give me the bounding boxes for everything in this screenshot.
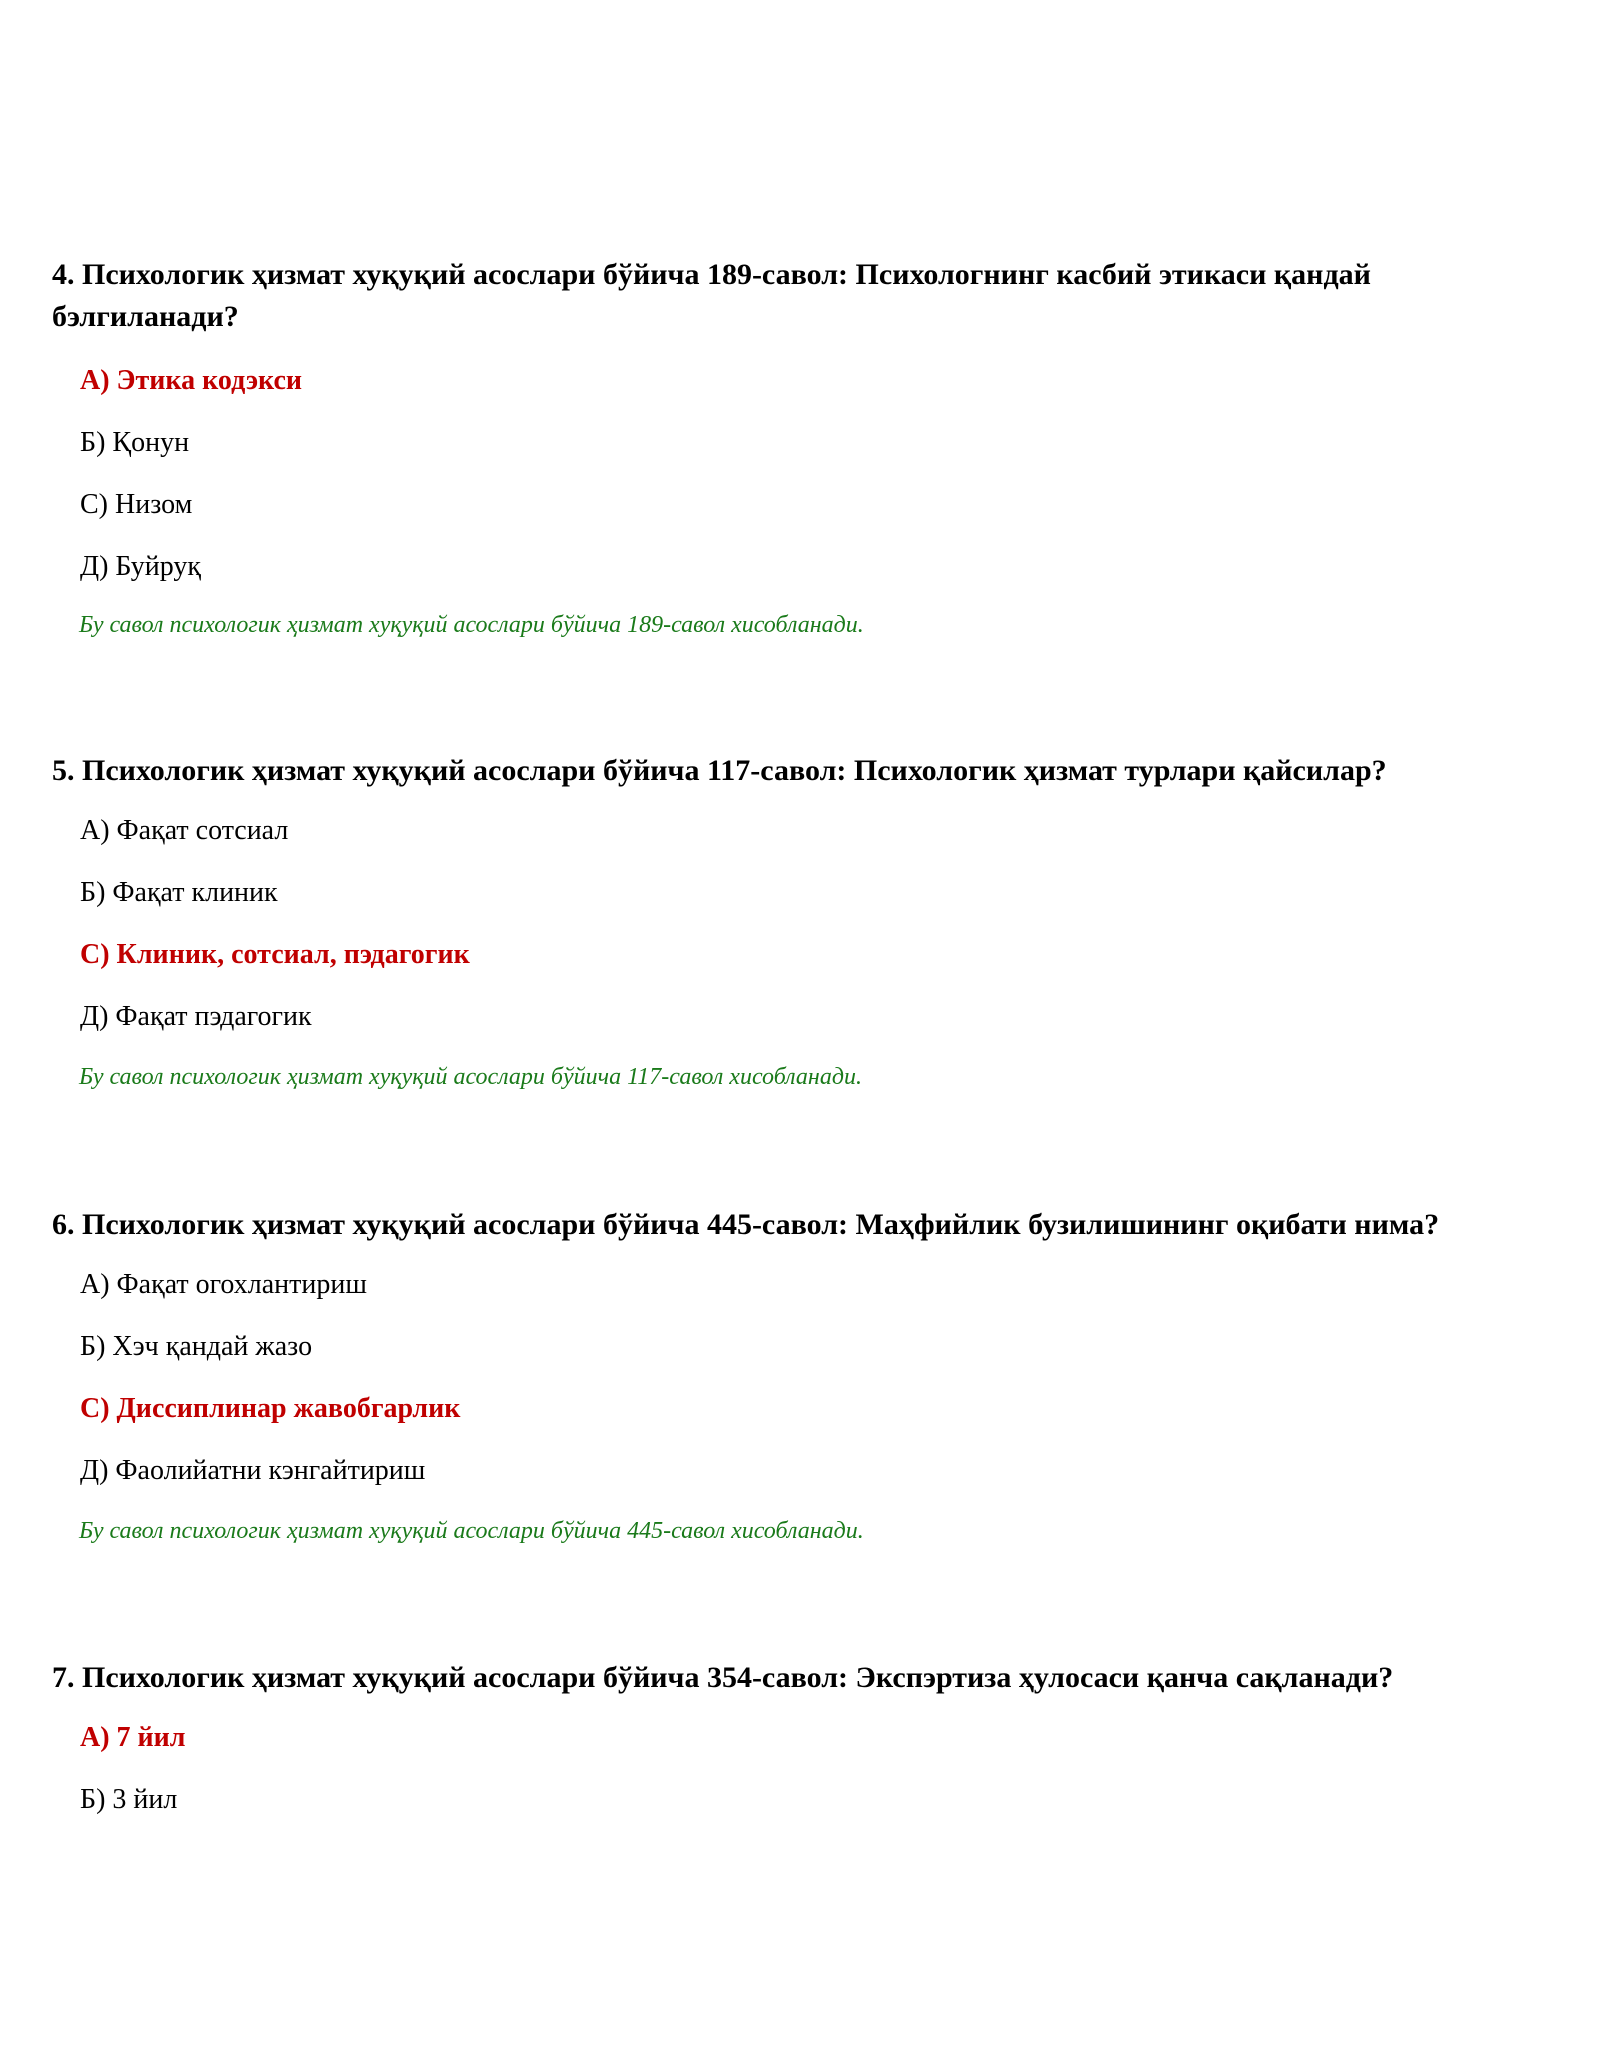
question-text: 7. Психологик ҳизмат хуқуқий асослари бўйича 354-савол: Экспэртиза ҳулосаси қанча сақланади? [52,1661,1394,1694]
question-text: 5. Психологик ҳизмат хуқуқий асослари бўйича 117-савол: Психологик ҳизмат турлари қайсилар? [52,754,1387,787]
question-text: 4. Психологик ҳизмат хуқуқий асослари бўйича 189-савол: Психологнинг касбий этикаси қандай бэлгиланади? [52,258,1371,333]
answer-option-c: С) Диссиплинар жавобгарлик [80,1393,461,1424]
answer-option-d: Д) Буйруқ [80,551,202,582]
answer-option-a: А) Фақат сотсиал [80,815,289,846]
answer-option-b: Б) 3 йил [80,1784,178,1815]
question-note: Бу савол психологик ҳизмат хуқуқий асослари бўйича 117-савол хисобланади. [79,1064,862,1090]
question-text: 6. Психологик ҳизмат хуқуқий асослари бўйича 445-савол: Маҳфийлик бузилишининг оқибати нима? [52,1208,1440,1241]
question-block-5 [52,750,1552,1090]
question-block-4 [52,254,1552,638]
question-block-7 [52,1657,1552,1815]
answer-option-c: С) Низом [80,489,193,520]
question-note: Бу савол психологик ҳизмат хуқуқий асослари бўйича 189-савол хисобланади. [79,612,864,638]
answer-option-b: Б) Қонун [80,427,190,458]
answer-option-b: Б) Фақат клиник [80,877,278,908]
answer-option-c: С) Клиник, сотсиал, пэдагогик [80,939,470,970]
answer-option-a: А) 7 йил [80,1722,186,1753]
answer-option-b: Б) Хэч қандай жазо [80,1331,313,1362]
answer-option-a: А) Фақат огохлантириш [80,1269,367,1300]
answer-option-a: А) Этика кодэкси [80,365,303,396]
question-note: Бу савол психологик ҳизмат хуқуқий асослари бўйича 445-савол хисобланади. [79,1518,864,1544]
answer-option-d: Д) Фаолийатни кэнгайтириш [80,1455,426,1486]
answer-option-d: Д) Фақат пэдагогик [80,1001,312,1032]
question-block-6 [52,1204,1552,1544]
